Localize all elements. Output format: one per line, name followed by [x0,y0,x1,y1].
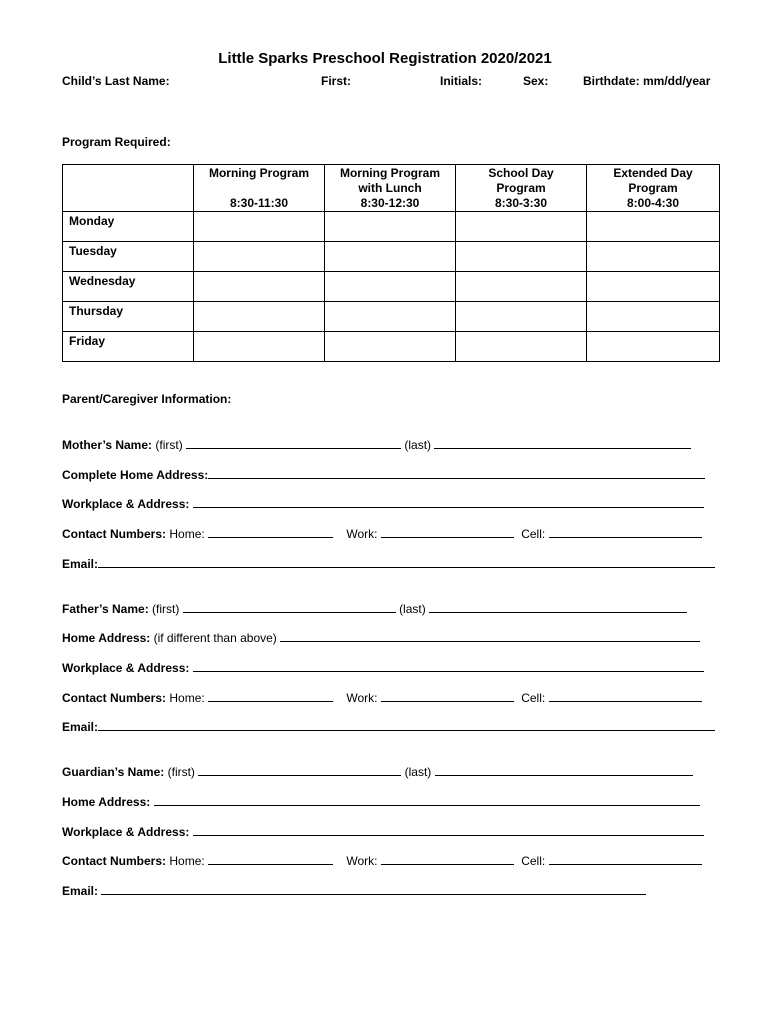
schedule-cell[interactable] [194,272,325,302]
father-home-address-row [62,630,700,645]
column-school-day [456,165,587,212]
last-hint: (last) [404,765,432,779]
home-hint: Home: [169,527,205,541]
column-title: Extended Day [613,166,693,180]
guardian-workplace-field[interactable] [193,824,704,836]
guardian-contact-row [62,853,702,868]
home-hint: Home: [169,691,205,705]
last-hint: (last) [404,438,432,452]
home-address-label: Home Address: [62,631,151,645]
work-hint: Work: [346,691,378,705]
father-work-phone-field[interactable] [381,690,514,702]
contact-numbers-label: Contact Numbers: [62,691,167,705]
first-hint: (first) [167,765,195,779]
day-label: Monday [63,212,194,242]
fathers-name-row [62,601,687,616]
column-morning-program-lunch [325,165,456,212]
column-subtitle: Program [628,181,678,195]
father-cell-phone-field[interactable] [549,690,702,702]
column-time: 8:00-4:30 [626,196,680,210]
schedule-cell[interactable] [194,242,325,272]
table-row [63,272,720,302]
column-title: School Day [488,166,554,180]
mother-work-phone-field[interactable] [381,526,514,538]
table-row [63,332,720,362]
cell-hint: Cell: [521,691,546,705]
schedule-cell[interactable] [587,302,720,332]
work-hint: Work: [346,527,378,541]
mother-first-name-field[interactable] [186,437,401,449]
day-label: Friday [63,332,194,362]
column-title: Morning Program [208,166,309,180]
table-row [63,242,720,272]
schedule-cell[interactable] [325,212,456,242]
column-extended-day [587,165,720,212]
guardian-last-name-field[interactable] [435,764,693,776]
father-home-phone-field[interactable] [208,690,333,702]
work-hint: Work: [346,854,378,868]
guardians-name-label: Guardian’s Name: [62,765,165,779]
schedule-cell[interactable] [194,332,325,362]
complete-home-address-row [62,467,705,482]
table-row [63,212,720,242]
mother-home-phone-field[interactable] [208,526,333,538]
child-last-name-label: Child’s Last Name: [62,74,170,88]
schedule-cell[interactable] [587,272,720,302]
day-label: Wednesday [63,272,194,302]
guardian-email-row [62,883,646,898]
child-birthdate-label: Birthdate: mm/dd/year [583,74,711,88]
column-time: 8:30-12:30 [360,196,420,210]
schedule-cell[interactable] [587,332,720,362]
column-time: 8:30-3:30 [494,196,548,210]
workplace-address-label: Workplace & Address: [62,497,190,511]
mother-email-row [62,556,715,571]
mother-workplace-row [62,496,704,511]
day-label: Tuesday [63,242,194,272]
schedule-cell[interactable] [325,302,456,332]
father-last-name-field[interactable] [429,601,687,613]
father-email-field[interactable] [98,719,715,731]
cell-hint: Cell: [521,854,546,868]
guardian-home-address-field[interactable] [154,794,700,806]
schedule-cell[interactable] [325,272,456,302]
father-first-name-field[interactable] [183,601,396,613]
workplace-address-label: Workplace & Address: [62,825,190,839]
home-hint: Home: [169,854,205,868]
guardian-first-name-field[interactable] [198,764,401,776]
cell-hint: Cell: [521,527,546,541]
child-sex-label: Sex: [523,74,549,88]
schedule-cell[interactable] [325,242,456,272]
page-title: Little Sparks Preschool Registration 2020/2021 [218,50,552,67]
schedule-cell[interactable] [194,212,325,242]
first-hint: (first) [155,438,183,452]
column-time: 8:30-11:30 [229,196,289,210]
complete-home-address-field-b[interactable] [285,467,705,479]
table-header-row [63,165,720,212]
last-hint: (last) [399,602,426,616]
schedule-cell[interactable] [456,212,587,242]
guardian-home-address-row [62,794,700,809]
schedule-cell[interactable] [456,272,587,302]
column-title: Morning Program [339,166,440,180]
first-hint: (first) [152,602,180,616]
mothers-name-label: Mother’s Name: [62,438,153,452]
mother-contact-row [62,526,702,541]
table-row [63,302,720,332]
schedule-cell[interactable] [325,332,456,362]
if-different-hint: (if different than above) [153,631,277,645]
guardian-work-phone-field[interactable] [381,853,514,865]
guardian-home-phone-field[interactable] [208,853,333,865]
fathers-name-label: Father’s Name: [62,602,149,616]
father-email-row [62,719,715,734]
complete-home-address-field-a[interactable] [208,467,285,479]
schedule-cell[interactable] [587,242,720,272]
contact-numbers-label: Contact Numbers: [62,527,167,541]
guardian-workplace-row [62,824,704,839]
column-spacer [194,181,324,196]
schedule-cell[interactable] [194,302,325,332]
schedule-cell[interactable] [456,332,587,362]
email-label: Email: [62,720,99,734]
column-subtitle: Program [496,181,546,195]
email-label: Email: [62,557,99,571]
schedule-cell[interactable] [587,212,720,242]
program-schedule-table [62,164,720,362]
guardian-email-field[interactable] [101,883,646,895]
column-subtitle: with Lunch [358,181,422,195]
parent-section-heading: Parent/Caregiver Information: [62,392,232,406]
schedule-cell[interactable] [456,302,587,332]
guardians-name-row [62,764,693,779]
email-label: Email: [62,884,99,898]
day-label: Thursday [63,302,194,332]
workplace-address-label: Workplace & Address: [62,661,190,675]
program-required-label: Program Required: [62,135,171,149]
home-address-label: Home Address: [62,795,151,809]
mother-last-name-field[interactable] [434,437,691,449]
contact-numbers-label: Contact Numbers: [62,854,167,868]
guardian-cell-phone-field[interactable] [549,853,702,865]
mother-email-field[interactable] [98,556,715,568]
father-workplace-field[interactable] [193,660,704,672]
mother-cell-phone-field[interactable] [549,526,702,538]
mothers-name-row [62,437,691,452]
father-home-address-field[interactable] [280,630,700,642]
column-morning-program [194,165,325,212]
father-workplace-row [62,660,704,675]
table-corner-cell [63,165,194,212]
schedule-cell[interactable] [456,242,587,272]
mother-workplace-field[interactable] [193,496,704,508]
father-contact-row [62,690,702,705]
child-first-label: First: [321,74,351,88]
child-initials-label: Initials: [440,74,483,88]
complete-home-address-label: Complete Home Address: [62,468,209,482]
